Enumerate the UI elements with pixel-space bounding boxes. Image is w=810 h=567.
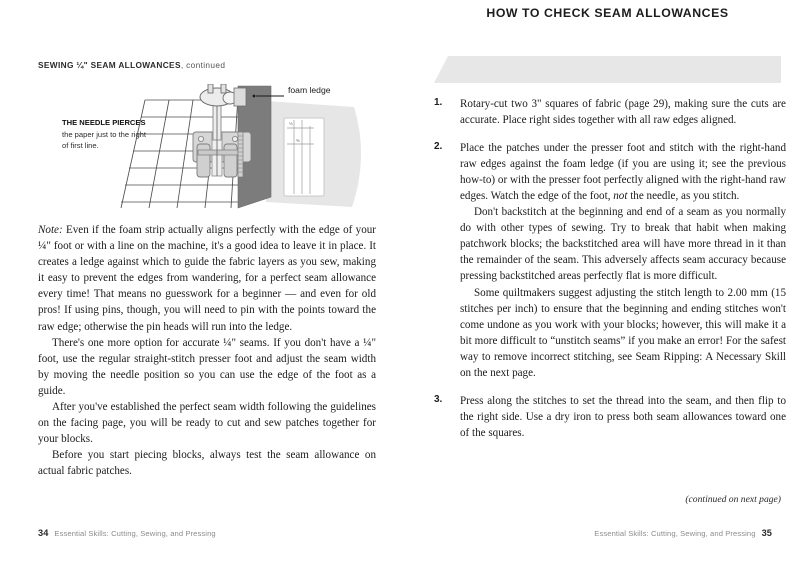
left-body-text — [38, 222, 376, 480]
steps-list — [434, 96, 786, 452]
step-paragraph: Don't backstitch at the beginning and end of a seam as you normally do with other types of sewing. Try to break that habit when making patchwork blocks; the backstitched area will have more thread in it than the remainder of the seam. This adversely affects seam accuracy because pressing backstitched areas perfectly flat is more difficult. — [460, 206, 786, 283]
step-body — [460, 393, 786, 441]
paragraph-2: There's one more option for accurate ¼" seams. If you don't have a ¼" foot, use the regular straight-stitch presser foot and adjust the seam width by moving the needle position so you can use the edge of the foot as a guide. — [38, 336, 376, 397]
step-number: 3. — [434, 393, 443, 405]
caption-bold-text: THE NEEDLE PIERCES — [62, 118, 146, 127]
step-paragraph: Press along the stitches to set the thread into the seam, and then flip to the right side. Use a dry iron to press both seam allowances toward one of the squares. — [460, 394, 786, 439]
step-paragraph: Rotary-cut two 3" squares of fabric (page 29), making sure the cuts are accurate. Place right sides together with all raw edges aligned. — [460, 98, 786, 127]
ruler-mark-2: ⅜ — [296, 138, 300, 143]
page-number-right: 35 — [761, 528, 772, 538]
right-page — [405, 0, 810, 567]
caption-rest-text: the paper just to the right of first line. — [62, 129, 147, 151]
section-banner-title: HOW TO CHECK SEAM ALLOWANCES — [486, 6, 729, 20]
paragraph-4: Before you start piecing blocks, always test the seam allowance on actual fabric patches. — [38, 449, 376, 478]
paragraph-3: After you've established the perfect seam width following the guidelines on the facing page, you will be ready to cut and sew patches together for your blocks. — [38, 401, 376, 446]
step-paragraph: Place the patches under the presser foot and stitch with the right-hand raw edges against the foam ledge (if you are using it; see the previous how-to) or with the presser foot perfectly aligned with the right-hand raw edges. Watch the edge of the foot, not the needle, as you stitch. — [460, 141, 786, 202]
presser-foot-left-toe — [197, 144, 210, 177]
ruler-card — [284, 118, 324, 196]
list-item — [434, 393, 786, 441]
running-head — [38, 60, 225, 70]
running-head-main: SEWING ¼" SEAM ALLOWANCES — [38, 60, 181, 70]
footer-title-right: Essential Skills: Cutting, Sewing, and Pressing — [594, 529, 756, 538]
footer-left — [38, 528, 216, 538]
foam-ledge-label: foam ledge — [288, 85, 331, 95]
ruler-mark-1: ⅛ — [289, 121, 293, 126]
step-number: 2. — [434, 140, 443, 152]
page-number-left: 34 — [38, 528, 49, 538]
note-label: Note: — [38, 224, 63, 236]
paragraph-note-text: Even if the foam strip actually aligns perfectly with the edge of your ¼" foot or with a line on the machine, it's a good idea to leave it in place. It creates a ledge against which to guide the fabric layers as you sew, making it easy to prevent the edges from wandering, for a perfect seam allowance every time! That means no guesswork for a beginner — and even for old pros! If using pins, though, you will need to pin with the points toward the raw edge; otherwise the pin heads will run into the ledge. — [38, 224, 377, 333]
presser-foot-right-toe — [224, 144, 237, 177]
sewing-machine-illustration — [38, 84, 376, 214]
foam-ledge-leader-dot — [253, 95, 256, 98]
list-item — [434, 96, 786, 128]
step-number: 1. — [434, 97, 443, 108]
edge-guide — [238, 132, 243, 177]
paragraph-note — [38, 222, 376, 335]
illustration-graphic — [38, 84, 376, 214]
emphasis-not: not — [613, 189, 628, 202]
step-body — [460, 140, 786, 381]
step-body — [460, 96, 786, 128]
continued-note: (continued on next page) — [685, 494, 781, 505]
running-head-continued: , continued — [180, 60, 226, 70]
list-item — [434, 140, 786, 381]
step-paragraph: Some quiltmakers suggest adjusting the stitch length to 2.00 mm (15 stitches per inch) to ensure that the beginning and ending stitches won't come undone as you work with your blocks; however, this will make it a bit more difficult to “unstitch seams” if you make an error! For the safest way to remove incorrect stitching, see Seam Ripping: A Necessary Skill on the next page. — [460, 286, 786, 379]
section-banner — [434, 56, 781, 83]
footer-right — [594, 528, 772, 538]
footer-title-left: Essential Skills: Cutting, Sewing, and Pressing — [54, 529, 216, 538]
